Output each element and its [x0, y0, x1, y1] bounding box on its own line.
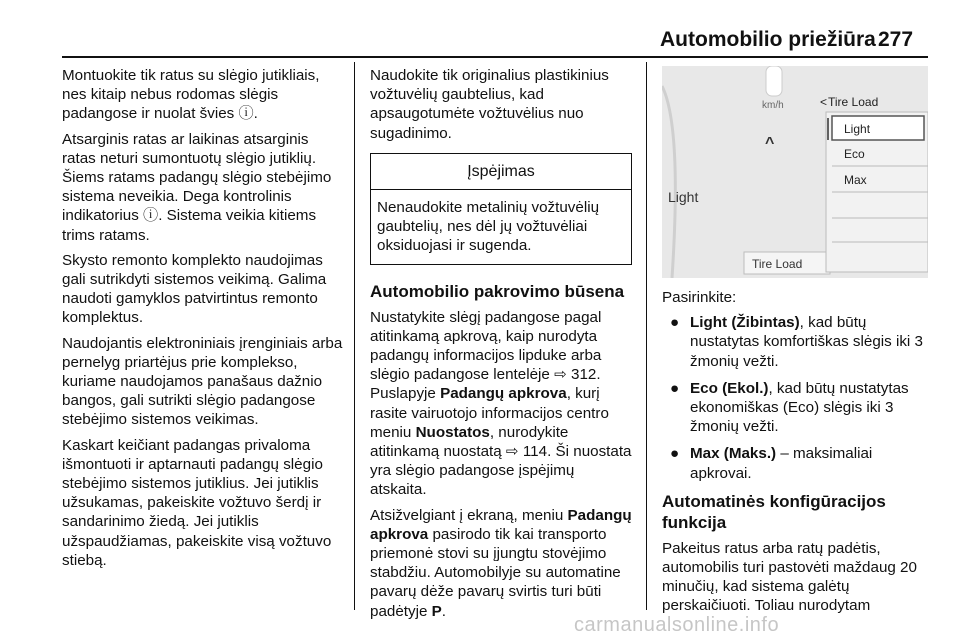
menu-term: Padangų apkrova — [370, 506, 632, 543]
page-number: 277 — [878, 28, 914, 51]
list-item — [662, 444, 928, 482]
list-item — [662, 313, 928, 371]
column-divider-2 — [646, 62, 647, 610]
menu-term: P — [431, 602, 442, 620]
bullet-icon: ● — [670, 445, 680, 463]
list-item — [662, 379, 928, 437]
current-setting: Light — [668, 189, 699, 205]
paragraph: Montuokite tik ratus su slėgio jutikliais, nes kitaip nebus rodomas slėgis padangose ir nuolat švies ⓘ. — [62, 67, 320, 123]
text-run: Nustatykite slėgį padangose pagal atitinkamą apkrovą, kaip nurodyta padangų informacijos lipduke arba slėgio padangose lentelėje ⇨ 312. Puslapyje — [370, 308, 602, 403]
page-title: Automobilio priežiūra — [660, 28, 876, 51]
section-heading: Automatinės konfigūracijos funkcija — [662, 491, 886, 532]
back-icon: < — [820, 95, 828, 109]
option-max: Max — [844, 173, 867, 187]
text-run: pasirodo tik kai transporto priemonė stovi su įjungtu stovėjimo stabdžiu. Automobilyje su automatine pavarų dėže pavarų svirtis turi būti padėtyje — [370, 525, 621, 620]
menu-term: Padangų apkrova — [440, 385, 567, 403]
speed-unit: km/h — [762, 100, 784, 111]
paragraph: Naudojantis elektroniniais įrenginiais arba pernelyg priartėjus prie komplekso, kuriame naudojamos panašaus dažnio bangos, gali sutrikti slėgio padangose stebėjimo sistemos veikimas. — [62, 334, 343, 429]
option-term: Eco (Ekol.) — [690, 379, 769, 397]
warning-text: Nenaudokite metalinių vožtuvėlių gaubtelių, nes dėl jų vožtuvėliai oksiduojasi ir sugenda. — [377, 199, 600, 255]
text-run: , kurį rasite vairuotojo informacijos centro meniu — [370, 385, 609, 441]
text-run: , nurodykite atitinkamą nuostatą ⇨ 114. Ši nuostata yra slėgio padangose įspėjimų atskaita. — [370, 423, 632, 499]
column-left — [62, 66, 344, 576]
option-description: – maksimaliai apkrovai. — [690, 445, 873, 482]
column-right — [662, 288, 928, 622]
bottom-tire-load-label: Tire Load — [752, 257, 803, 271]
paragraph: Pakeitus ratus arba ratų padėtis, automobilis turi pastovėti maždaug 20 minučių, kad sistema galėtų perskaičiuoti. Toliau nurodytam — [662, 539, 917, 615]
warning-title: Įspėjimas — [371, 154, 631, 190]
menu-term: Nuostatos — [415, 423, 490, 441]
paragraph: Naudokite tik originalius plastikinius vožtuvėlių gaubtelius, kad apsaugotumėte vožtuvėlius nuo sugadinimo. — [370, 67, 609, 142]
paragraph: Skysto remonto komplekto naudojimas gali sutrikdyti sistemos veikimą. Galima naudoti gamyklos patvirtintus remonto komplektus. — [62, 251, 327, 327]
column-middle — [370, 66, 632, 627]
column-divider-1 — [354, 62, 355, 610]
header-divider — [62, 56, 928, 58]
paragraph: Atsarginis ratas ar laikinas atsarginis ratas neturi sumontuotų slėgio jutiklių. Šiems ratams padangų slėgio stebėjimo sistema neveikia. Dega kontrolinis indikatorius ⓘ. Sistema veikia kitiems trims ratams. — [62, 130, 332, 244]
text-run: . — [441, 602, 447, 620]
option-description: , kad būtų nustatytas ekonomiškas (Eco) slėgis iki 3 žmonių vežti. — [690, 379, 909, 436]
display-graphic — [662, 66, 928, 278]
section-heading: Automobilio pakrovimo būsena — [370, 281, 625, 301]
bullet-icon: ● — [670, 314, 680, 332]
chevron-up-icon: ^ — [765, 135, 775, 152]
paragraph — [370, 308, 632, 500]
option-description: , kad būtų nustatytas komfortiškas slėgis iki 3 žmonių vežti. — [690, 314, 923, 370]
option-light: Light — [844, 122, 871, 136]
warning-box — [370, 153, 632, 265]
text-run: Atsižvelgiant į ekraną, meniu — [370, 506, 568, 524]
paragraph: Pasirinkite: — [662, 289, 737, 306]
option-term: Light (Žibintas) — [690, 314, 800, 332]
paragraph — [370, 506, 632, 621]
watermark: carmanualsonline.info — [574, 614, 780, 636]
menu-back-label: Tire Load — [828, 95, 879, 109]
paragraph: Kaskart keičiant padangas privaloma išmontuoti ir aptarnauti padangų slėgio stebėjimo sistemos jutiklius. Jei jutiklis užsukamas, pakeiskite vožtuvo šerdį ir sandarinimo žiedą. Jei jutiklis užspaudžiamas, pakeiskite visą vožtuvo stiebą. — [62, 436, 332, 569]
tire-load-display-illustration — [662, 66, 928, 278]
option-eco: Eco — [844, 147, 865, 161]
option-term: Max (Maks.) — [690, 445, 777, 463]
bullet-icon: ● — [670, 379, 680, 397]
